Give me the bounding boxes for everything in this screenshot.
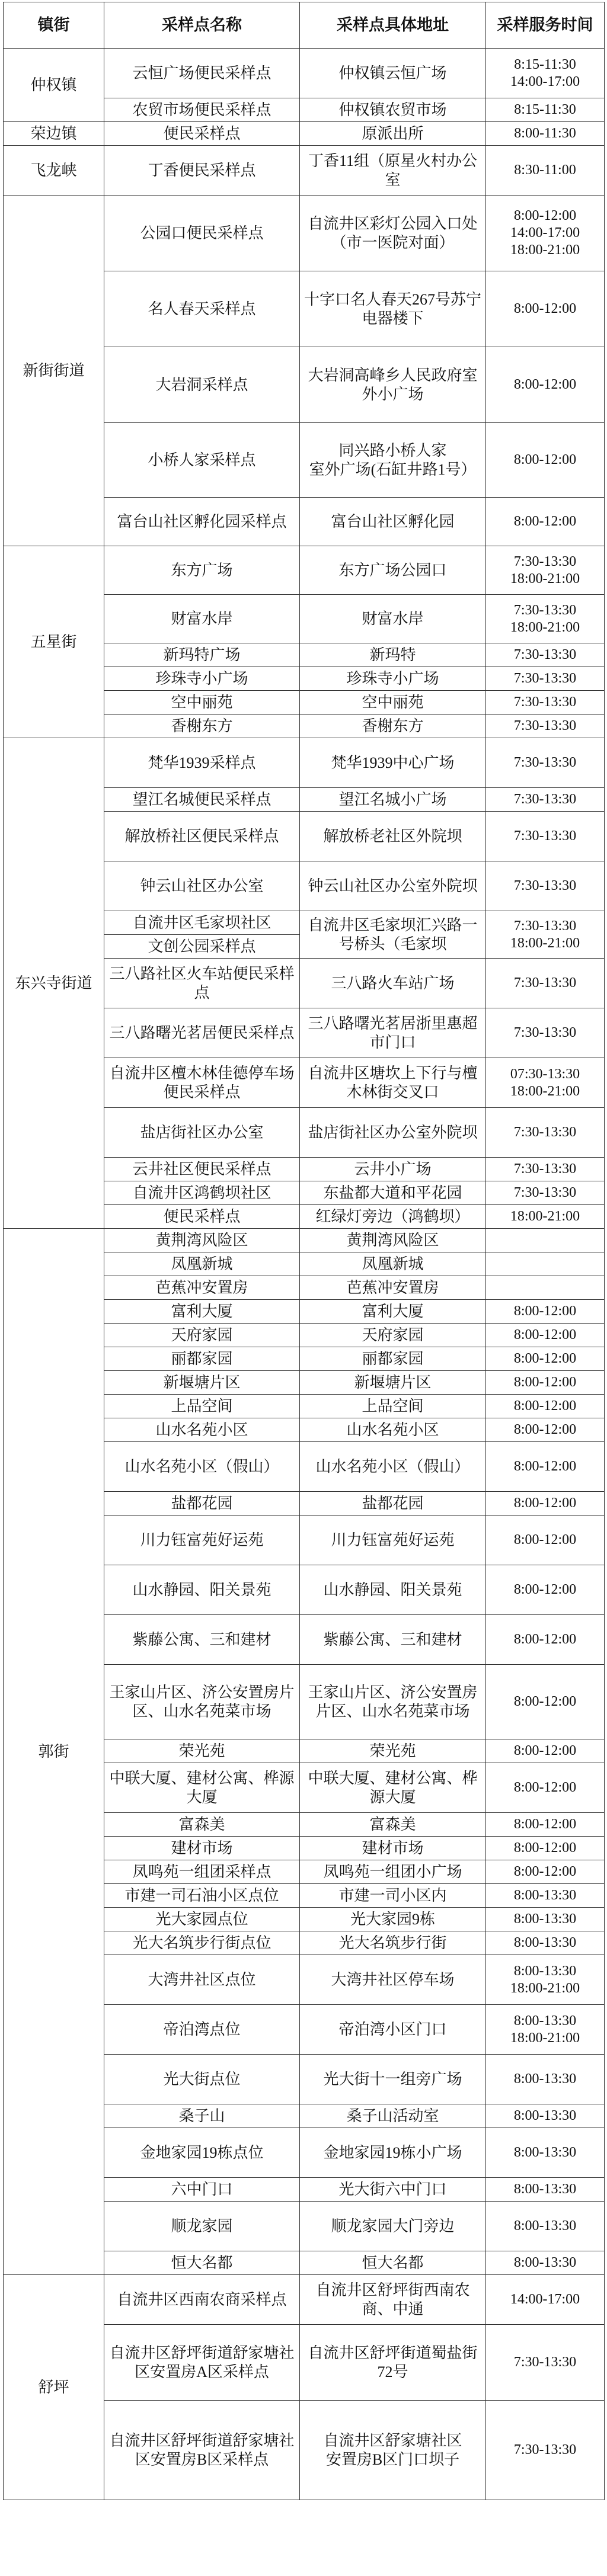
site-name-cell: 三八路社区火车站便民采样点: [104, 959, 300, 1008]
address-cell: 山水静园、阳关景苑: [300, 1565, 486, 1615]
site-name-cell: 大湾井社区点位: [104, 1955, 300, 2005]
site-name-cell: 帝泊湾点位: [104, 2005, 300, 2055]
address-cell: 自流井区彩灯公园入口处（市一医院对面）: [300, 196, 486, 271]
time-cell: 8:00-12:00: [486, 1395, 605, 1418]
table-row: [4, 49, 605, 98]
address-cell: 市建一司小区内: [300, 1884, 486, 1908]
time-cell: 8:00-12:00: [486, 1763, 605, 1813]
address-cell: 富森美: [300, 1813, 486, 1837]
address-cell: 恒大名都: [300, 2251, 486, 2275]
address-cell: 山水名苑小区: [300, 1418, 486, 1442]
site-name-cell: 小桥人家采样点: [104, 423, 300, 498]
time-cell: 7:30-13:30 18:00-21:00: [486, 911, 605, 959]
site-name-cell: 芭蕉冲安置房: [104, 1276, 300, 1300]
site-name-cell: 天府家园: [104, 1324, 300, 1347]
address-cell: 梵华1939中心广场: [300, 738, 486, 788]
header-address: 采样点具体地址: [300, 2, 486, 49]
site-name-cell: 富森美: [104, 1813, 300, 1837]
time-cell: 8:00-13:30: [486, 1884, 605, 1908]
site-name-cell: 自流井区毛家坝社区: [104, 911, 300, 935]
time-cell: 8:00-12:00: [486, 1300, 605, 1324]
time-cell: 7:30-13:30: [486, 861, 605, 911]
table-row: [4, 122, 605, 146]
town-cell: 郭街: [4, 1229, 104, 2275]
site-name-cell: 山水名苑小区（假山）: [104, 1442, 300, 1492]
address-cell: 三八路火车站广场: [300, 959, 486, 1008]
site-name-cell: 便民采样点: [104, 1205, 300, 1229]
address-cell: 顺龙家园大门旁边: [300, 2202, 486, 2251]
address-cell: 光大街六中门口: [300, 2178, 486, 2202]
time-cell: 7:30-13:30 18:00-21:00: [486, 595, 605, 643]
address-cell: 上品空间: [300, 1395, 486, 1418]
site-name-cell: 文创公园采样点: [104, 935, 300, 959]
address-cell: 自流井区塘坎上下行与檀木林街交叉口: [300, 1058, 486, 1108]
site-name-cell: 自流井区舒坪街道舒家塘社区安置房B区采样点: [104, 2401, 300, 2500]
address-cell: 仲权镇农贸市场: [300, 98, 486, 122]
time-cell: 7:30-13:30 18:00-21:00: [486, 546, 605, 595]
address-cell: 盐都花园: [300, 1492, 486, 1516]
address-cell: 光大街十一组旁广场: [300, 2055, 486, 2104]
time-cell: 8:00-12:00: [486, 1860, 605, 1884]
time-cell: 7:30-13:30: [486, 667, 605, 691]
address-cell: 凤凰新城: [300, 1252, 486, 1276]
address-cell: 芭蕉冲安置房: [300, 1276, 486, 1300]
table-row: [4, 196, 605, 271]
site-name-cell: 香榭东方: [104, 715, 300, 738]
site-name-cell: 紫藤公寓、三和建材: [104, 1615, 300, 1665]
time-cell: 7:30-13:30: [486, 691, 605, 715]
address-cell: 望江名城小广场: [300, 788, 486, 812]
time-cell: 7:30-13:30: [486, 788, 605, 812]
site-name-cell: 东方广场: [104, 546, 300, 595]
site-name-cell: 川力钰富苑好运苑: [104, 1516, 300, 1565]
town-cell: 仲权镇: [4, 49, 104, 122]
table-row: [4, 2275, 605, 2325]
site-name-cell: 钟云山社区办公室: [104, 861, 300, 911]
site-name-cell: 光大名筑步行街点位: [104, 1931, 300, 1955]
time-cell: 7:30-13:30: [486, 738, 605, 788]
time-cell: 8:00-12:00: [486, 1516, 605, 1565]
address-cell: 云井小广场: [300, 1158, 486, 1181]
time-cell: 8:00-13:30: [486, 2055, 605, 2104]
time-cell: 8:00-12:00: [486, 1324, 605, 1347]
address-cell: 富台山社区孵化园: [300, 498, 486, 546]
address-cell: 金地家园19栋小广场: [300, 2128, 486, 2178]
site-name-cell: 新堰塘片区: [104, 1371, 300, 1395]
time-cell: 8:15-11:30: [486, 98, 605, 122]
site-name-cell: 丽都家园: [104, 1347, 300, 1371]
site-name-cell: 山水名苑小区: [104, 1418, 300, 1442]
address-cell: 财富水岸: [300, 595, 486, 643]
address-cell: 王家山片区、济公安置房片区、山水名苑菜市场: [300, 1665, 486, 1739]
site-name-cell: 富利大厦: [104, 1300, 300, 1324]
time-cell: 7:30-13:30: [486, 959, 605, 1008]
address-cell: 空中丽苑: [300, 691, 486, 715]
time-cell: 8:15-11:30 14:00-17:00: [486, 49, 605, 98]
time-cell: 8:00-12:00: [486, 1347, 605, 1371]
time-cell: 8:00-13:30: [486, 2128, 605, 2178]
time-cell: 8:00-12:00: [486, 1665, 605, 1739]
site-name-cell: 自流井区西南农商采样点: [104, 2275, 300, 2325]
time-cell: 8:00-13:30: [486, 2202, 605, 2251]
time-cell: [486, 1229, 605, 1252]
address-cell: 自流井区毛家坝汇兴路一号桥头（毛家坝: [300, 911, 486, 959]
address-cell: 东方广场公园口: [300, 546, 486, 595]
town-cell: 五星街: [4, 546, 104, 738]
address-cell: 原派出所: [300, 122, 486, 146]
time-cell: 8:00-13:30: [486, 2251, 605, 2275]
town-cell: 飞龙峡: [4, 146, 104, 196]
site-name-cell: 农贸市场便民采样点: [104, 98, 300, 122]
site-name-cell: 云恒广场便民采样点: [104, 49, 300, 98]
header-row: [4, 2, 605, 49]
site-name-cell: 望江名城便民采样点: [104, 788, 300, 812]
time-cell: 8:00-12:00: [486, 1837, 605, 1860]
site-name-cell: 云井社区便民采样点: [104, 1158, 300, 1181]
time-cell: 8:00-13:30 18:00-21:00: [486, 1955, 605, 2005]
address-cell: 桑子山活动室: [300, 2104, 486, 2128]
site-name-cell: 六中门口: [104, 2178, 300, 2202]
site-name-cell: 中联大厦、建材公寓、桦源大厦: [104, 1763, 300, 1813]
time-cell: 8:30-11:00: [486, 146, 605, 196]
site-name-cell: 珍珠寺小广场: [104, 667, 300, 691]
site-name-cell: 自流井区鸿鹤坝社区: [104, 1181, 300, 1205]
time-cell: 8:00-12:00: [486, 1565, 605, 1615]
site-name-cell: 丁香便民采样点: [104, 146, 300, 196]
address-cell: 大岩洞高峰乡人民政府室外小广场: [300, 347, 486, 423]
address-cell: 凤鸣苑一组团小广场: [300, 1860, 486, 1884]
address-cell: 新堰塘片区: [300, 1371, 486, 1395]
time-cell: 7:30-13:30: [486, 1158, 605, 1181]
site-name-cell: 三八路曙光茗居便民采样点: [104, 1008, 300, 1058]
time-cell: 8:00-13:30: [486, 1908, 605, 1931]
address-cell: 丁香11组（原星火村办公室: [300, 146, 486, 196]
town-cell: 荣边镇: [4, 122, 104, 146]
time-cell: 8:00-12:00: [486, 1492, 605, 1516]
time-cell: 8:00-13:30: [486, 2178, 605, 2202]
town-cell: 东兴寺街道: [4, 738, 104, 1229]
site-name-cell: 名人春天采样点: [104, 271, 300, 347]
time-cell: 8:00-12:00: [486, 1813, 605, 1837]
site-name-cell: 财富水岸: [104, 595, 300, 643]
site-name-cell: 自流井区檀木林佳德停车场便民采样点: [104, 1058, 300, 1108]
address-cell: 十字口名人春天267号苏宁电器楼下: [300, 271, 486, 347]
time-cell: 8:00-12:00: [486, 423, 605, 498]
time-cell: 8:00-12:00: [486, 1739, 605, 1763]
address-cell: 珍珠寺小广场: [300, 667, 486, 691]
address-cell: 自流井区舒坪街西南农商、中通: [300, 2275, 486, 2325]
site-name-cell: 黄荆湾风险区: [104, 1229, 300, 1252]
site-name-cell: 盐店街社区办公室: [104, 1108, 300, 1158]
site-name-cell: 顺龙家园: [104, 2202, 300, 2251]
time-cell: 7:30-13:30: [486, 1008, 605, 1058]
time-cell: 18:00-21:00: [486, 1205, 605, 1229]
address-cell: 光大名筑步行街: [300, 1931, 486, 1955]
table-row: [4, 546, 605, 595]
site-name-cell: 凤凰新城: [104, 1252, 300, 1276]
site-name-cell: 凤鸣苑一组团采样点: [104, 1860, 300, 1884]
time-cell: 14:00-17:00: [486, 2275, 605, 2325]
site-name-cell: 恒大名都: [104, 2251, 300, 2275]
site-name-cell: 梵华1939采样点: [104, 738, 300, 788]
time-cell: 8:00-12:00: [486, 1418, 605, 1442]
time-cell: 8:00-12:00: [486, 1442, 605, 1492]
header-town: 镇街: [4, 2, 104, 49]
header-site-name: 采样点名称: [104, 2, 300, 49]
site-name-cell: 富台山社区孵化园采样点: [104, 498, 300, 546]
time-cell: 8:00-12:00: [486, 347, 605, 423]
table-row: [4, 1229, 605, 1252]
site-name-cell: 便民采样点: [104, 122, 300, 146]
time-cell: [486, 1252, 605, 1276]
address-cell: 红绿灯旁边（鸿鹤坝）: [300, 1205, 486, 1229]
site-name-cell: 建材市场: [104, 1837, 300, 1860]
site-name-cell: 金地家园19栋点位: [104, 2128, 300, 2178]
address-cell: 中联大厦、建材公寓、桦源大厦: [300, 1763, 486, 1813]
site-name-cell: 盐都花园: [104, 1492, 300, 1516]
time-cell: 8:00-13:30: [486, 1931, 605, 1955]
site-name-cell: 光大街点位: [104, 2055, 300, 2104]
time-cell: 7:30-13:30: [486, 2401, 605, 2500]
address-cell: 帝泊湾小区门口: [300, 2005, 486, 2055]
address-cell: 香榭东方: [300, 715, 486, 738]
time-cell: 7:30-13:30: [486, 1181, 605, 1205]
site-name-cell: 王家山片区、济公安置房片区、山水名苑菜市场: [104, 1665, 300, 1739]
site-name-cell: 大岩洞采样点: [104, 347, 300, 423]
address-cell: 紫藤公寓、三和建材: [300, 1615, 486, 1665]
site-name-cell: 山水静园、阳关景苑: [104, 1565, 300, 1615]
address-cell: 解放桥老社区外院坝: [300, 812, 486, 861]
table-row: [4, 738, 605, 788]
time-cell: 7:30-13:30: [486, 643, 605, 667]
time-cell: 8:00-12:00: [486, 1615, 605, 1665]
address-cell: 自流井区舒家塘社区 安置房B区门口坝子: [300, 2401, 486, 2500]
time-cell: 07:30-13:30 18:00-21:00: [486, 1058, 605, 1108]
town-cell: 新街街道: [4, 196, 104, 546]
table-row: [4, 146, 605, 196]
address-cell: 东盐都大道和平花园: [300, 1181, 486, 1205]
time-cell: 7:30-13:30: [486, 2325, 605, 2401]
address-cell: 仲权镇云恒广场: [300, 49, 486, 98]
site-name-cell: 光大家园点位: [104, 1908, 300, 1931]
site-name-cell: 市建一司石油小区点位: [104, 1884, 300, 1908]
time-cell: 8:00-13:30: [486, 2104, 605, 2128]
site-name-cell: 上品空间: [104, 1395, 300, 1418]
address-cell: 大湾井社区停车场: [300, 1955, 486, 2005]
site-name-cell: 新玛特广场: [104, 643, 300, 667]
address-cell: 同兴路小桥人家 室外广场(石缸井路1号）: [300, 423, 486, 498]
time-cell: 8:00-12:00: [486, 1371, 605, 1395]
address-cell: 光大家园9栋: [300, 1908, 486, 1931]
address-cell: 川力钰富苑好运苑: [300, 1516, 486, 1565]
site-name-cell: 空中丽苑: [104, 691, 300, 715]
address-cell: 天府家园: [300, 1324, 486, 1347]
address-cell: 建材市场: [300, 1837, 486, 1860]
time-cell: 7:30-13:30: [486, 812, 605, 861]
town-cell: 舒坪: [4, 2275, 104, 2500]
time-cell: 8:00-12:00: [486, 498, 605, 546]
header-service-time: 采样服务时间: [486, 2, 605, 49]
site-name-cell: 荣光苑: [104, 1739, 300, 1763]
site-name-cell: 桑子山: [104, 2104, 300, 2128]
address-cell: 荣光苑: [300, 1739, 486, 1763]
site-name-cell: 自流井区舒坪街道舒家塘社区安置房A区采样点: [104, 2325, 300, 2401]
time-cell: 8:00-11:30: [486, 122, 605, 146]
time-cell: 8:00-12:00 14:00-17:00 18:00-21:00: [486, 196, 605, 271]
address-cell: 盐店街社区办公室外院坝: [300, 1108, 486, 1158]
address-cell: 丽都家园: [300, 1347, 486, 1371]
address-cell: 三八路曙光茗居浙里惠超市门口: [300, 1008, 486, 1058]
address-cell: 钟云山社区办公室外院坝: [300, 861, 486, 911]
address-cell: 自流井区舒坪街道蜀盐街72号: [300, 2325, 486, 2401]
time-cell: 8:00-12:00: [486, 271, 605, 347]
address-cell: 新玛特: [300, 643, 486, 667]
address-cell: 山水名苑小区（假山）: [300, 1442, 486, 1492]
address-cell: 黄荆湾风险区: [300, 1229, 486, 1252]
time-cell: 7:30-13:30: [486, 715, 605, 738]
address-cell: 富利大厦: [300, 1300, 486, 1324]
site-name-cell: 公园口便民采样点: [104, 196, 300, 271]
site-name-cell: 解放桥社区便民采样点: [104, 812, 300, 861]
time-cell: 8:00-13:30 18:00-21:00: [486, 2005, 605, 2055]
time-cell: [486, 1276, 605, 1300]
sampling-sites-table: [3, 2, 605, 2500]
time-cell: 7:30-13:30: [486, 1108, 605, 1158]
